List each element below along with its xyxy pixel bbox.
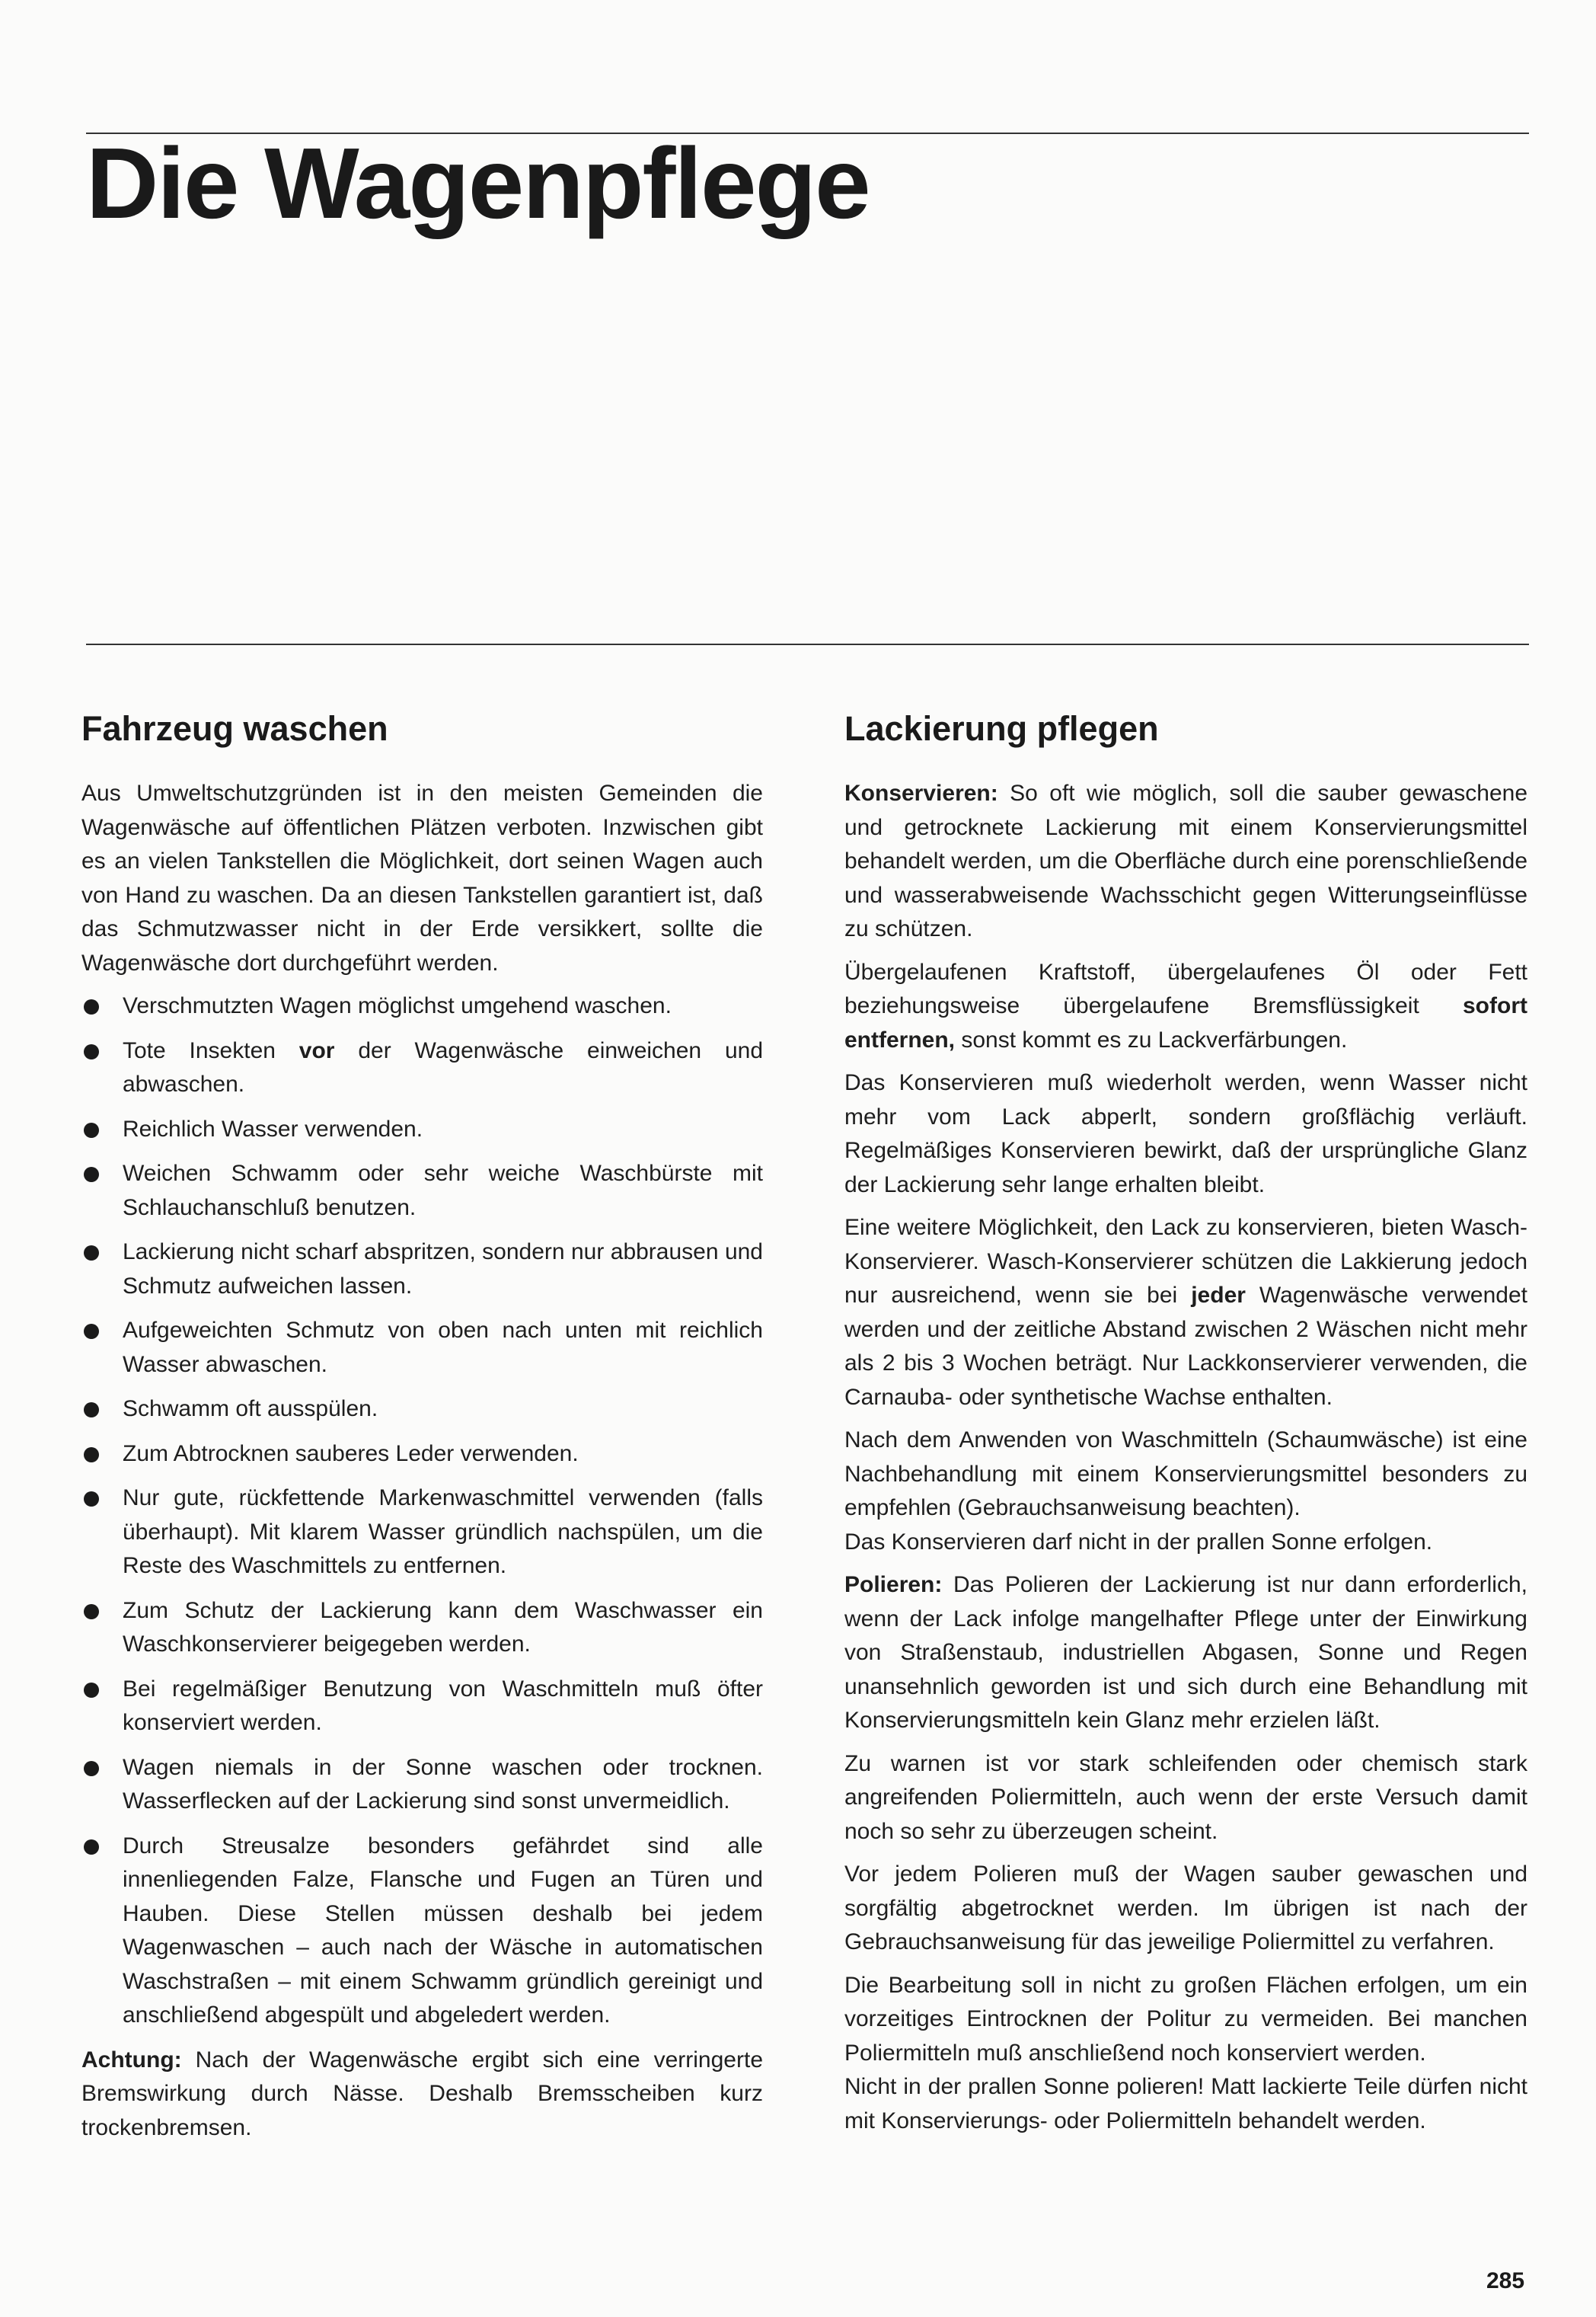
list-item: Durch Streusalze besonders gefährdet sind alle innenliegenden Falze, Flansche und Fugen an Türen und Hauben. Diese Stellen müssen deshalb bei jedem Wagenwaschen – auch nach der Wäsche in automatischen Waschstraßen – mit einem Schwamm gründlich gereinigt und anschließend abgespült und abgeledert werden. bbox=[81, 1830, 763, 2033]
page-number: 285 bbox=[1486, 2268, 1525, 2293]
nicht-sonne-paragraph: Nicht in der prallen Sonne polieren! Matt lackierte Teile dürfen nicht mit Konservierungs- oder Poliermitteln behandelt werden. bbox=[844, 2074, 1527, 2133]
achtung-label: Achtung: bbox=[81, 2047, 182, 2073]
intro-paragraph: Aus Umweltschutzgründen ist in den meisten Gemeinden die Wagenwäsche auf öffentlichen Plätzen verboten. Inzwischen gibt es an vielen Tankstellen die Möglichkeit, dort seinen Wagen auch von Hand zu waschen. Da an diesen Tankstellen garantiert ist, daß das Schmutzwasser nicht in der Erde versikkert, sollte die Wagenwäsche dort durchgeführt werden. bbox=[81, 781, 763, 976]
washing-tips-list bbox=[81, 989, 763, 2033]
bullet-icon bbox=[84, 1123, 99, 1138]
list-item: Weichen Schwamm oder sehr weiche Waschbürste mit Schlauchanschluß benutzen. bbox=[81, 1157, 763, 1225]
right-column bbox=[844, 708, 1527, 2147]
section-heading-fahrzeug-waschen: Fahrzeug waschen bbox=[81, 709, 388, 748]
sonne-paragraph: Das Konservieren darf nicht in der prallen Sonne erfolgen. bbox=[844, 1529, 1433, 1555]
bullet-icon bbox=[84, 1245, 99, 1261]
konservieren-paragraph: Konservieren: So oft wie möglich, soll die sauber gewaschene und getrocknete Lackierung mit einem Konservierungsmittel behandelt werden, um die Oberfläche durch eine porenschließende und wasserabweisende Wachsschicht gegen Witterungseinflüsse zu schützen. bbox=[844, 781, 1527, 941]
list-item: Wagen niemals in der Sonne waschen oder trocknen. Wasserflecken auf der Lackierung sind sonst unvermeidlich. bbox=[81, 1751, 763, 1819]
bullet-icon bbox=[84, 1167, 99, 1182]
list-item: Zum Schutz der Lackierung kann dem Waschwasser ein Waschkonservierer beigegeben werden. bbox=[81, 1594, 763, 1662]
bullet-icon bbox=[84, 1761, 99, 1776]
polieren-paragraph: Polieren: Das Polieren der Lackierung ist nur dann erforderlich, wenn der Lack infolge mangelhafter Pflege unter der Einwirkung von Straßenstaub, industriellen Abgasen, Sonne und Regen unansehnlich geworden ist und sich durch eine Behandlung mit Konservierungsmitteln kein Glanz mehr erzielen läßt. bbox=[844, 1572, 1527, 1733]
konservieren-label: Konservieren: bbox=[844, 781, 998, 806]
list-item: Schwamm oft ausspülen. bbox=[81, 1392, 763, 1427]
list-item: Lackierung nicht scharf abspritzen, sondern nur abbrausen und Schmutz aufweichen lassen. bbox=[81, 1235, 763, 1303]
bullet-icon bbox=[84, 1044, 99, 1059]
bullet-icon bbox=[84, 1683, 99, 1698]
bullet-icon bbox=[84, 1839, 99, 1855]
uebergelaufen-paragraph: Übergelaufenen Kraftstoff, übergelaufenes Öl oder Fett beziehungsweise übergelaufene Bremsflüssigkeit sofort entfernen, sonst kommt es zu Lackverfärbungen. bbox=[844, 959, 1527, 1053]
warnen-paragraph: Zu warnen ist vor stark schleifenden oder chemisch stark angreifenden Poliermitteln, auch wenn der erste Versuch damit noch so sehr zu überzeugen scheint. bbox=[844, 1750, 1527, 1844]
polieren-label: Polieren: bbox=[844, 1572, 943, 1597]
bearbeitung-paragraph: Die Bearbeitung soll in nicht zu großen Flächen erfolgen, um ein vorzeitiges Eintrocknen der Politur zu vermeiden. Bei manchen Poliermitteln muß anschließend noch konserviert werden. bbox=[844, 1972, 1527, 2066]
wiederholt-paragraph: Das Konservieren muß wiederholt werden, wenn Wasser nicht mehr vom Lack abperlt, sondern großflächig verläuft. Regelmäßiges Konservieren bewirkt, daß der ursprüngliche Glanz der Lackierung sehr lange erhalten bleibt. bbox=[844, 1070, 1527, 1197]
list-item: Zum Abtrocknen sauberes Leder verwenden. bbox=[81, 1437, 763, 1472]
moeglichkeit-paragraph: Eine weitere Möglichkeit, den Lack zu konservieren, bieten Wasch-Konservierer. Wasch-Konservierer schützen die Lakkierung jedoch nur ausreichend, wenn sie bei jeder Wagenwäsche verwendet werden und der zeitliche Abstand zwischen 2 Wäschen nicht mehr als 2 bis 3 Wochen beträgt. Nur Lackkonservierer verwenden, die Carnauba- oder synthetische Wachse enthalten. bbox=[844, 1215, 1527, 1410]
page-title: Die Wagenpflege bbox=[86, 127, 870, 239]
vor-jedem-paragraph: Vor jedem Polieren muß der Wagen sauber gewaschen und sorgfältig abgetrocknet werden. Im übrigen ist nach der Gebrauchsanweisung für das jeweilige Poliermittel zu verfahren. bbox=[844, 1862, 1527, 1954]
bullet-icon bbox=[84, 1604, 99, 1619]
list-item: Reichlich Wasser verwenden. bbox=[81, 1113, 763, 1147]
list-item: Tote Insekten vor der Wagenwäsche einweichen und abwaschen. bbox=[81, 1034, 763, 1102]
list-item: Bei regelmäßiger Benutzung von Waschmitteln muß öfter konserviert werden. bbox=[81, 1673, 763, 1740]
list-item: Aufgeweichten Schmutz von oben nach unten mit reichlich Wasser abwaschen. bbox=[81, 1314, 763, 1382]
bullet-icon bbox=[84, 1491, 99, 1507]
list-item: Verschmutzten Wagen möglichst umgehend waschen. bbox=[81, 989, 763, 1024]
bullet-icon bbox=[84, 1447, 99, 1462]
nachbehandlung-paragraph: Nach dem Anwenden von Waschmitteln (Schaumwäsche) ist eine Nachbehandlung mit einem Konservierungsmittel besonders zu empfehlen (Gebrauchsanweisung beachten). bbox=[844, 1427, 1527, 1520]
section-heading-lackierung-pflegen: Lackierung pflegen bbox=[844, 709, 1159, 748]
list-item: Nur gute, rückfettende Markenwaschmittel verwenden (falls überhaupt). Mit klarem Wasser gründlich nachspülen, um die Reste des Waschmittels zu entfernen. bbox=[81, 1481, 763, 1584]
left-column bbox=[81, 708, 763, 2154]
achtung-paragraph: Achtung: Nach der Wagenwäsche ergibt sich eine verringerte Bremswirkung durch Nässe. Deshalb Bremsscheiben kurz trockenbremsen. bbox=[81, 2047, 763, 2140]
bullet-icon bbox=[84, 999, 99, 1015]
section-rule bbox=[86, 644, 1529, 645]
bullet-icon bbox=[84, 1402, 99, 1417]
bullet-icon bbox=[84, 1324, 99, 1339]
